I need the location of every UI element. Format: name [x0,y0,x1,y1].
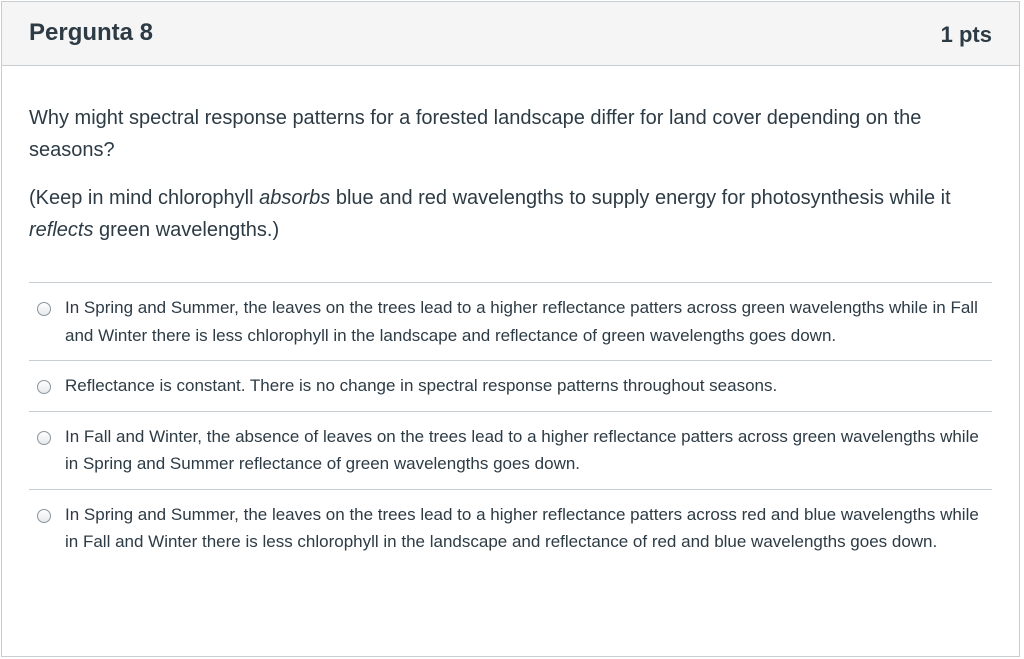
answer-text: Reflectance is constant. There is no change in spectral response patterns throughout seasons. [65,376,778,395]
question-header [2,2,1019,66]
question-text: Why might spectral response patterns for a forested landscape differ for land cover depending on the seasons? [29,107,922,161]
question-body [29,102,992,246]
hint-suffix: green wavelengths.) [93,219,280,241]
question-card [1,1,1020,657]
answer-option-3[interactable] [29,411,992,489]
hint-middle: blue and red wavelengths to supply energy for photosynthesis while it [330,187,951,209]
radio-button[interactable] [37,302,51,316]
question-points: 1 pts [940,22,992,47]
question-title: Pergunta 8 [29,19,154,46]
radio-button[interactable] [37,380,51,394]
hint-prefix: (Keep in mind chlorophyll [29,187,260,209]
radio-button[interactable] [37,431,51,445]
answer-option-2[interactable] [29,360,992,411]
answer-text: In Spring and Summer, the leaves on the trees lead to a higher reflectance patters across green wavelengths while in Fall and Winter there is less chlorophyll in the landscape and reflectance of green wavelengths goes down. [65,298,978,345]
hint-emphasis-reflects: reflects [29,219,94,241]
answer-list [29,282,992,567]
answer-option-1[interactable] [29,282,992,360]
question-hint [29,182,992,246]
answer-text: In Spring and Summer, the leaves on the trees lead to a higher reflectance patters across red and blue wavelengths while in Fall and Winter there is less chlorophyll in the landscape and reflectance of red and blue wavelengths goes down. [65,504,979,551]
answer-option-4[interactable] [29,489,992,567]
hint-emphasis-absorbs: absorbs [259,187,331,209]
answer-text: In Fall and Winter, the absence of leaves on the trees lead to a higher reflectance patters across green wavelengths while in Spring and Summer reflectance of green wavelengths goes down. [65,426,979,473]
radio-button[interactable] [37,509,51,523]
